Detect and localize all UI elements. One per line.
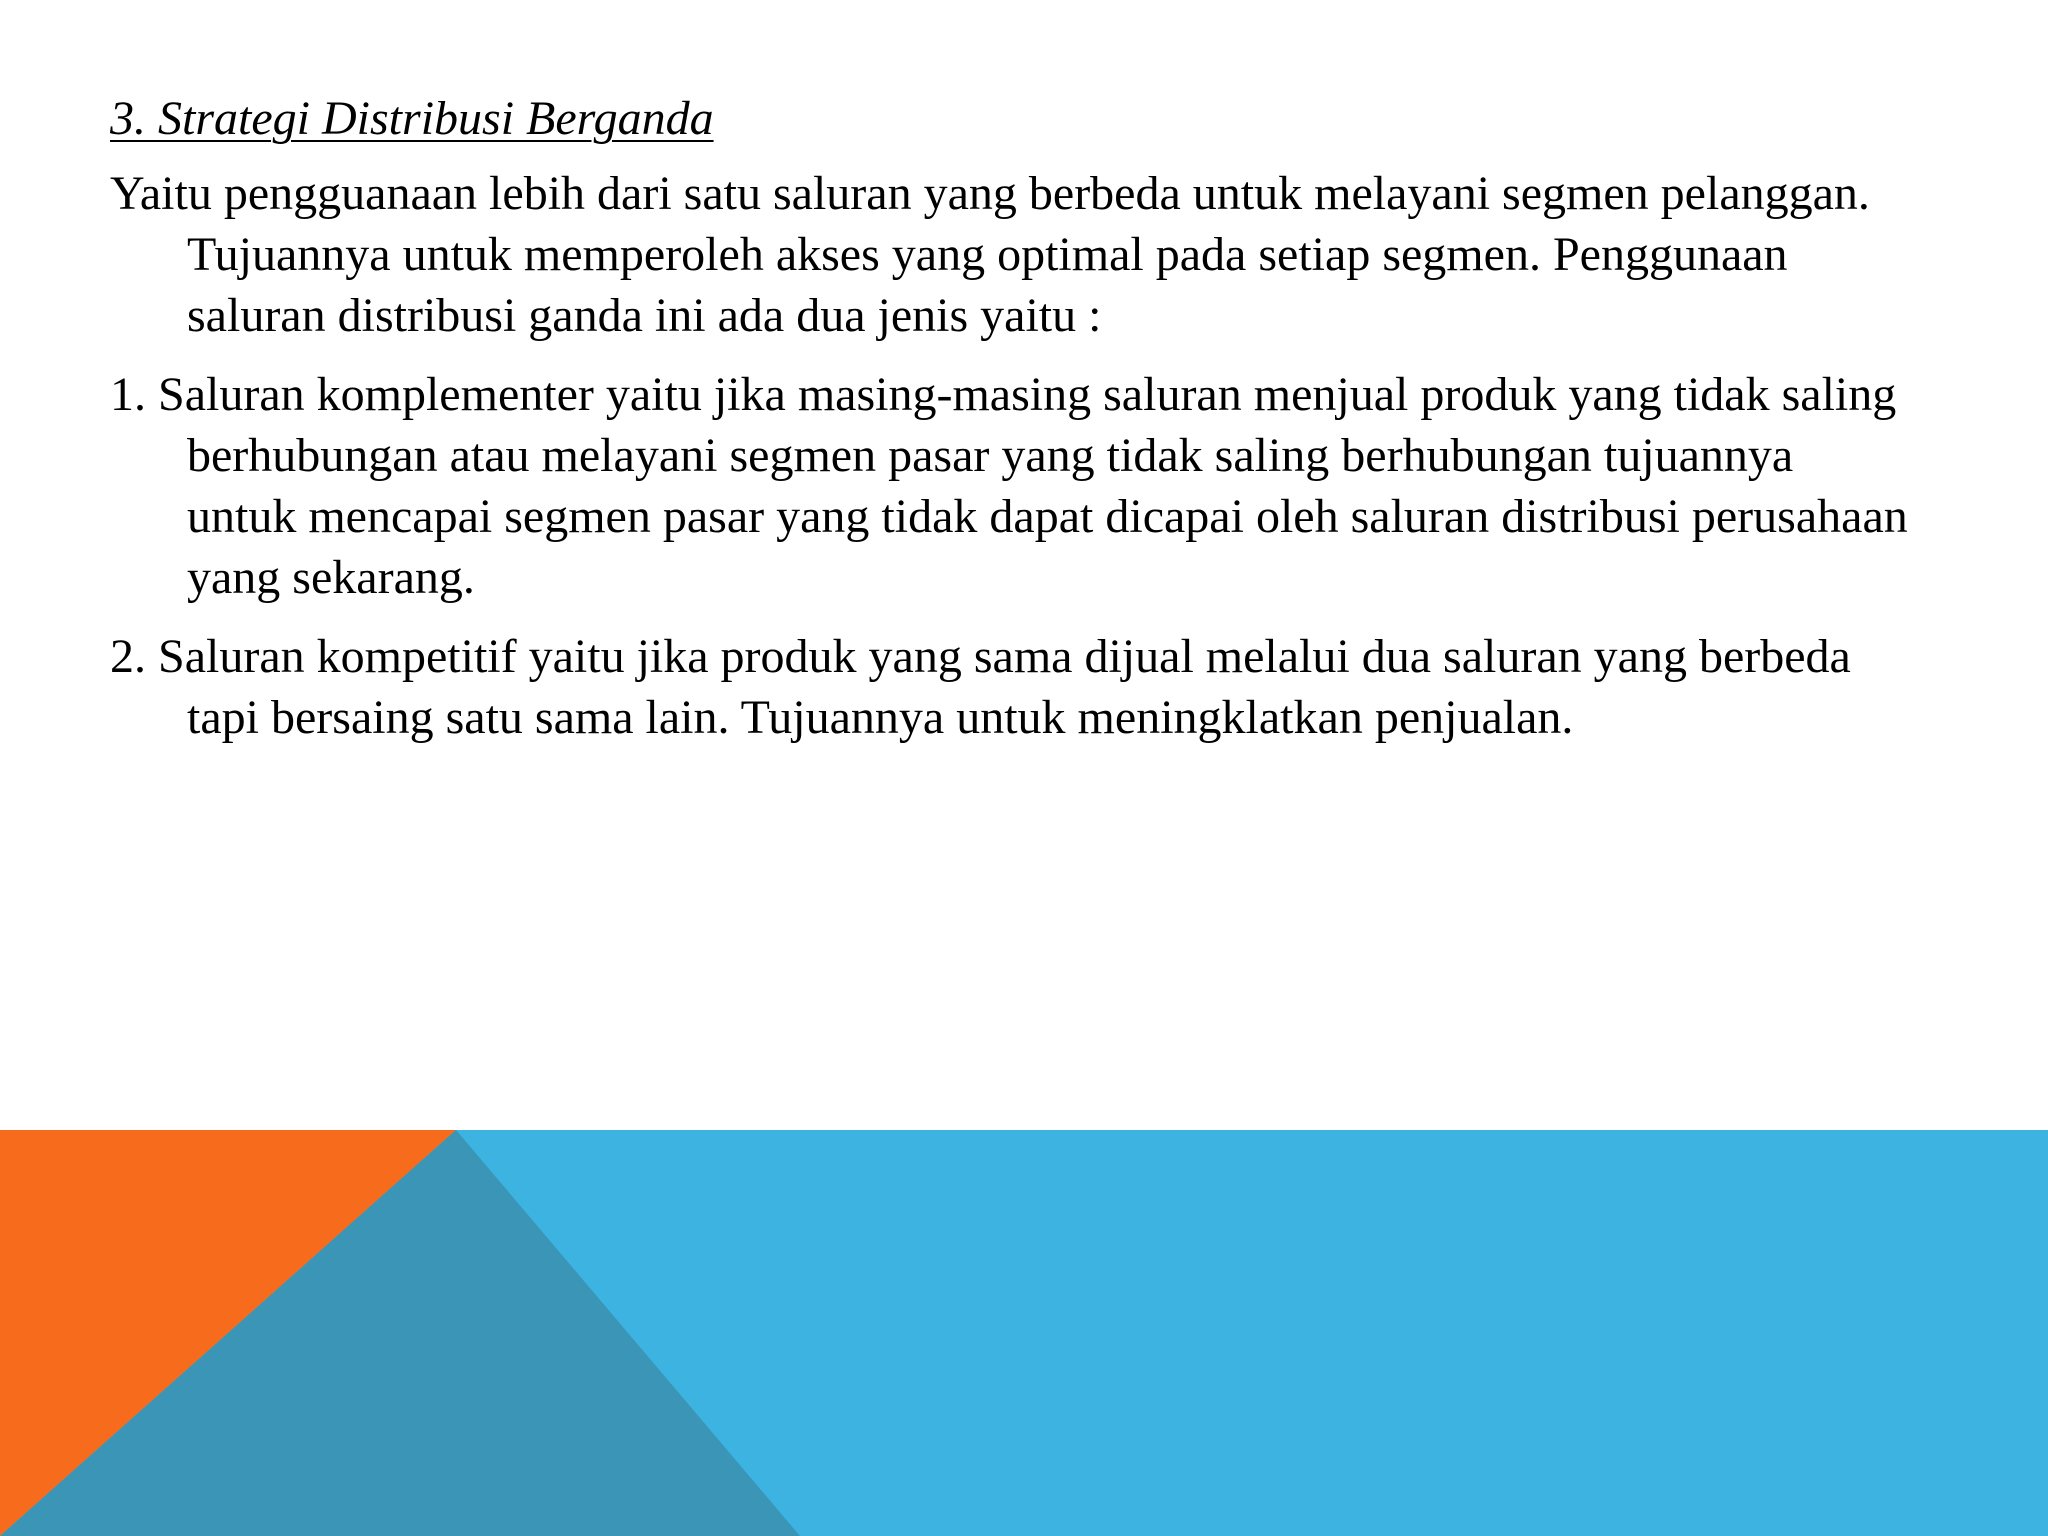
paragraph-intro: Yaitu pengguanaan lebih dari satu saluran yang berbeda untuk melayani segmen pelanggan. Tujuannya untuk memperoleh akses yang optimal pada setiap segmen. Penggunaan saluran distribusi ganda ini ada dua jenis yaitu :	[110, 167, 1870, 342]
paragraph-point-1: 1. Saluran komplementer yaitu jika masing-masing saluran menjual produk yang tidak saling berhubungan atau melayani segmen pasar yang tidak saling berhubungan tujuannya untuk mencapai segmen pasar yang tidak dapat dicapai oleh saluran distribusi perusahaan yang sekarang.	[110, 368, 1908, 604]
slide-heading: 3. Strategi Distribusi Berganda	[110, 92, 714, 145]
slide-content	[110, 88, 1910, 766]
footer-decoration	[0, 1130, 2048, 1536]
paragraph-point-2: 2. Saluran kompetitif yaitu jika produk yang sama dijual melalui dua saluran yang berbeda tapi bersaing satu sama lain. Tujuannya untuk meningklatkan penjualan.	[110, 630, 1851, 744]
